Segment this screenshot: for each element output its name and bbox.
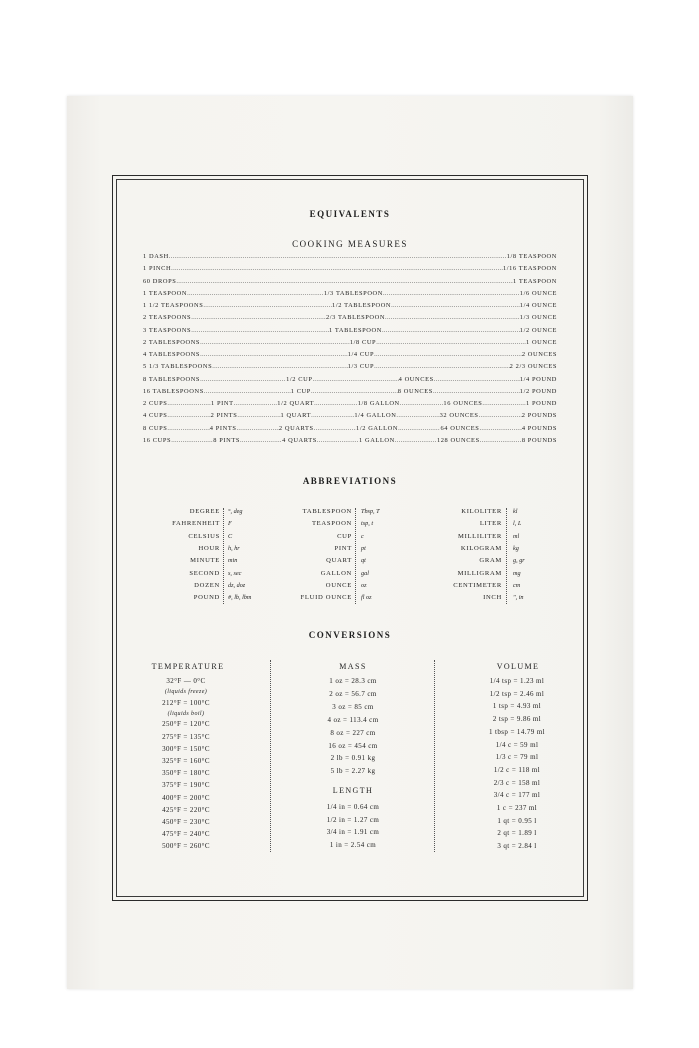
- leader-dots: [385, 314, 520, 321]
- conversion-line: 5 lb = 2.27 kg: [330, 767, 376, 776]
- measure-value: 2 TABLESPOONS: [143, 338, 201, 346]
- abbreviation-value: #, lb, lbm: [228, 594, 252, 602]
- abbreviation-term: POUND: [193, 594, 220, 602]
- leader-dots: [400, 400, 444, 407]
- conversion-line: 2 qt = 1.89 l: [497, 829, 537, 838]
- abbreviation-term: MINUTE: [190, 557, 220, 565]
- conversion-note: (liquids boil): [167, 710, 205, 717]
- conversion-line: 1/2 c = 118 ml: [493, 765, 541, 774]
- conversion-line: 2 oz = 56.7 cm: [329, 689, 377, 698]
- conversion-line: 450°F = 230°C: [162, 818, 210, 826]
- measure-value: 1/2 CUP: [286, 375, 313, 383]
- leader-dots: [311, 388, 398, 395]
- measure-value: 128 OUNCES: [436, 436, 480, 444]
- measure-value: 1/4 GALLON: [354, 412, 397, 420]
- measure-value: 4 QUARTS: [282, 436, 317, 444]
- leader-dots: [391, 302, 520, 309]
- abbreviation-value: c: [361, 532, 364, 540]
- leader-dots: [200, 339, 350, 346]
- abbreviation-value: fl oz: [361, 594, 372, 602]
- measure-row: [143, 363, 557, 376]
- conversion-line: 1/4 tsp = 1.23 ml: [489, 677, 545, 685]
- conversion-line: 275°F = 135°C: [162, 732, 210, 741]
- conversion-line: 2 tsp = 9.86 ml: [492, 715, 542, 724]
- abbreviation-value: pt: [361, 544, 366, 552]
- measure-value: 1/6 OUNCE: [519, 289, 557, 297]
- leader-dots: [396, 412, 439, 419]
- conversion-line: 250°F = 120°C: [162, 720, 210, 729]
- abbreviation-term: QUART: [326, 557, 352, 565]
- measure-value: 16 CUPS: [143, 436, 172, 444]
- conversions-title: CONVERSIONS: [308, 630, 392, 640]
- leader-dots: [237, 412, 280, 419]
- measure-value: 32 OUNCES: [439, 412, 479, 420]
- measure-value: 1 PINT: [211, 400, 234, 407]
- leader-dots: [200, 351, 348, 358]
- measure-value: 1/2 QUART: [277, 400, 315, 407]
- measure-row: [143, 437, 557, 450]
- leader-dots: [434, 376, 520, 383]
- measure-value: 16 OUNCES: [443, 400, 483, 407]
- leader-dots: [191, 327, 329, 334]
- conversion-line: 1 in = 2.54 cm: [329, 840, 377, 849]
- conversion-line: 212°F = 100°C: [162, 698, 210, 707]
- abbreviation-term: CUP: [337, 532, 352, 540]
- measure-row: [143, 388, 557, 401]
- conversion-line: 1 tbsp = 14.79 ml: [488, 727, 546, 736]
- measure-value: 64 OUNCES: [440, 424, 480, 432]
- measure-row: [143, 290, 557, 303]
- abbreviation-value: ", in: [513, 594, 524, 602]
- measure-value: 5 1/3 TABLESPOONS: [143, 363, 213, 371]
- leader-dots: [204, 388, 291, 395]
- conversion-note: (liquids freeze): [164, 689, 208, 696]
- leader-dots: [382, 327, 520, 334]
- abbreviation-term: CELSIUS: [188, 532, 220, 540]
- leader-dots: [479, 425, 521, 432]
- conversion-line: 1 oz = 28.3 cm: [329, 677, 377, 685]
- conversion-line: 1/2 in = 1.27 cm: [326, 815, 380, 824]
- measure-value: 4 CUPS: [143, 412, 168, 420]
- conversion-heading: LENGTH: [332, 786, 374, 795]
- abbreviation-value: Tbsp, T: [361, 508, 380, 515]
- measure-value: 8 CUPS: [143, 424, 168, 432]
- leader-dots: [212, 363, 348, 370]
- conversion-line: 375°F = 190°C: [162, 781, 210, 790]
- leader-dots: [311, 412, 354, 419]
- leader-dots: [234, 400, 278, 407]
- abbreviation-term: KILOLITER: [461, 508, 502, 515]
- measure-value: 1 TEASPOON: [512, 277, 557, 285]
- leader-dots: [203, 302, 332, 309]
- measure-value: 1 OUNCE: [525, 338, 557, 346]
- leader-dots: [191, 314, 326, 321]
- leader-dots: [176, 278, 513, 285]
- abbreviation-term: KILOGRAM: [460, 544, 502, 552]
- measure-row: [143, 278, 557, 291]
- measure-row: [143, 425, 557, 438]
- measure-value: 1/8 GALLON: [357, 400, 400, 407]
- conversion-line: 1/3 c = 79 ml: [495, 753, 539, 762]
- measure-value: 1/2 GALLON: [356, 424, 399, 432]
- measure-value: 3 TEASPOONS: [143, 326, 192, 334]
- measure-value: 2 TEASPOONS: [143, 314, 192, 322]
- measure-row: [143, 400, 557, 413]
- abbreviation-term: CENTIMETER: [453, 581, 502, 589]
- conversion-line: 2 lb = 0.91 kg: [330, 754, 376, 763]
- measure-value: 1 CUP: [290, 387, 311, 395]
- abbreviation-value: mg: [513, 569, 521, 577]
- abbreviation-value: qt: [361, 557, 366, 565]
- leader-dots: [480, 437, 522, 444]
- measure-value: 2 PINTS: [210, 412, 238, 420]
- measure-value: 1/4 POUND: [519, 375, 558, 383]
- conversion-line: 3 oz = 85 cm: [332, 702, 374, 711]
- abbreviation-term: GRAM: [479, 557, 502, 565]
- leader-dots: [171, 265, 503, 272]
- conversion-heading: MASS: [339, 662, 367, 671]
- measure-value: 1/2 POUND: [519, 387, 557, 395]
- abbreviation-value: s, sec: [228, 569, 242, 577]
- conversion-line: 1/2 tsp = 2.46 ml: [489, 689, 545, 698]
- measure-value: 1 TEASPOON: [143, 289, 188, 297]
- leader-dots: [395, 437, 437, 444]
- measure-value: 2 QUARTS: [278, 424, 314, 432]
- measure-value: 2 2/3 OUNCES: [509, 363, 557, 371]
- leader-dots: [187, 290, 324, 297]
- leader-dots: [167, 425, 209, 432]
- leader-dots: [398, 425, 440, 432]
- measure-value: 2 OUNCES: [521, 351, 557, 358]
- measure-value: 1 1/2 TEASPOONS: [143, 302, 204, 309]
- conversion-line: 3/4 in = 1.91 cm: [326, 828, 380, 837]
- leader-dots: [200, 376, 286, 383]
- measure-value: 60 DROPS: [143, 277, 177, 285]
- measure-row: [143, 412, 557, 425]
- measure-value: 1 TABLESPOON: [329, 326, 382, 334]
- leader-dots: [314, 400, 358, 407]
- column-divider: [434, 660, 435, 852]
- abbreviation-value: C: [228, 532, 233, 540]
- conversion-line: 1 qt = 0.95 l: [497, 816, 537, 825]
- leader-dots: [313, 376, 399, 383]
- dotted-divider: [355, 508, 356, 604]
- abbreviation-term: TEASPOON: [311, 520, 352, 528]
- abbreviation-value: kl: [513, 508, 518, 515]
- abbreviation-value: °, deg: [228, 508, 243, 515]
- cooking-measures-title: COOKING MEASURES: [292, 239, 408, 249]
- measure-value: 1/2 OUNCE: [519, 326, 557, 334]
- abbreviation-term: OUNCE: [325, 581, 352, 589]
- measure-value: 1/3 TABLESPOON: [323, 289, 383, 297]
- leader-dots: [169, 253, 507, 260]
- conversion-line: 32°F — 0°C: [166, 677, 206, 685]
- measure-value: 1/4 OUNCE: [519, 302, 557, 309]
- measure-row: [143, 376, 557, 389]
- abbreviation-value: ml: [513, 532, 520, 540]
- leader-dots: [237, 425, 279, 432]
- measure-row: [143, 302, 557, 315]
- measure-value: 8 OUNCES: [397, 387, 433, 395]
- abbreviation-value: g, gr: [513, 557, 525, 565]
- leader-dots: [482, 400, 526, 407]
- abbreviation-value: min: [228, 557, 238, 565]
- measure-value: 1 DASH: [143, 253, 169, 260]
- main-title: EQUIVALENTS: [309, 209, 391, 219]
- measure-value: 2/3 TABLESPOON: [325, 314, 386, 322]
- measure-value: 2 CUPS: [143, 400, 168, 407]
- measure-value: 1 GALLON: [359, 436, 395, 444]
- abbreviation-value: kg: [513, 544, 519, 552]
- abbreviation-term: DOZEN: [194, 581, 220, 589]
- measure-value: 4 TABLESPOONS: [143, 351, 201, 358]
- leader-dots: [167, 412, 210, 419]
- conversion-line: 4 oz = 113.4 cm: [327, 715, 379, 724]
- conversion-line: 1/4 in = 0.64 cm: [326, 803, 380, 811]
- abbreviation-term: INCH: [483, 594, 502, 602]
- conversion-line: 1 tsp = 4.93 ml: [492, 702, 542, 711]
- conversion-line: 3/4 c = 177 ml: [493, 791, 541, 800]
- leader-dots: [240, 437, 282, 444]
- measure-value: 4 OUNCES: [398, 375, 434, 383]
- leader-dots: [374, 363, 510, 370]
- column-divider: [270, 660, 271, 852]
- measure-value: 1/16 TEASPOON: [502, 265, 557, 273]
- conversion-line: 425°F = 220°C: [162, 805, 210, 814]
- leader-dots: [433, 388, 520, 395]
- measure-row: [143, 351, 557, 364]
- conversion-line: 2/3 c = 158 ml: [493, 778, 541, 787]
- abbreviation-value: oz: [361, 581, 367, 589]
- abbreviation-value: tsp, t: [361, 520, 374, 528]
- abbreviation-term: SECOND: [189, 569, 220, 577]
- leader-dots: [374, 351, 522, 358]
- measure-value: 1/8 TEASPOON: [506, 253, 557, 260]
- abbreviation-value: h, hr: [228, 544, 240, 552]
- conversion-line: 16 oz = 454 cm: [328, 741, 378, 750]
- measure-value: 16 TABLESPOONS: [143, 387, 204, 395]
- conversion-line: 300°F = 150°C: [162, 744, 210, 753]
- measure-value: 1 POUND: [526, 400, 558, 407]
- measure-value: 4 PINTS: [209, 424, 237, 432]
- abbreviation-value: l, L: [513, 520, 522, 528]
- abbreviation-term: TABLESPOON: [302, 508, 352, 515]
- conversion-line: 1 c = 237 ml: [496, 804, 538, 812]
- abbreviation-term: FLUID OUNCE: [300, 594, 352, 602]
- abbreviation-value: cm: [513, 581, 521, 589]
- leader-dots: [314, 425, 356, 432]
- abbreviation-value: F: [228, 520, 232, 528]
- conversion-line: 325°F = 160°C: [162, 757, 210, 765]
- conversion-line: 475°F = 240°C: [162, 830, 210, 839]
- measure-value: 1/3 OUNCE: [519, 314, 557, 322]
- leader-dots: [383, 290, 520, 297]
- conversion-line: 8 oz = 227 cm: [330, 728, 376, 737]
- dotted-divider: [506, 508, 507, 604]
- abbreviation-term: MILLIGRAM: [457, 569, 502, 577]
- conversion-line: 1/4 c = 59 ml: [495, 740, 539, 749]
- conversion-line: 3 qt = 2.84 l: [497, 842, 537, 851]
- leader-dots: [171, 437, 213, 444]
- abbreviation-term: MILLILITER: [458, 532, 502, 540]
- abbreviation-term: HOUR: [198, 544, 220, 552]
- measure-row: [143, 327, 557, 340]
- measure-row: [143, 253, 557, 266]
- abbreviation-term: LITER: [479, 520, 502, 528]
- abbreviations-title: ABBREVIATIONS: [302, 476, 398, 486]
- abbreviation-value: gal: [361, 569, 369, 577]
- measure-value: 1/8 CUP: [349, 338, 377, 346]
- abbreviation-value: dz, doz: [228, 581, 246, 589]
- leader-dots: [479, 412, 522, 419]
- abbreviation-term: PINT: [334, 544, 352, 552]
- measure-value: 1/2 TABLESPOON: [332, 302, 392, 309]
- measure-value: 1/4 CUP: [347, 351, 375, 358]
- measure-value: 8 PINTS: [213, 436, 241, 444]
- abbreviation-term: FAHRENHEIT: [172, 520, 220, 528]
- measure-value: 1 QUART: [280, 412, 312, 420]
- dotted-divider: [223, 508, 224, 604]
- measure-row: [143, 314, 557, 327]
- leader-dots: [317, 437, 359, 444]
- abbreviation-term: DEGREE: [189, 508, 220, 515]
- measure-value: 2 POUNDS: [521, 412, 557, 420]
- conversion-line: 350°F = 180°C: [162, 769, 210, 778]
- measure-value: 1/3 CUP: [347, 363, 375, 371]
- measure-row: [143, 265, 557, 278]
- leader-dots: [376, 339, 526, 346]
- measure-value: 8 POUNDS: [521, 436, 557, 444]
- measure-value: 4 POUNDS: [521, 424, 557, 432]
- conversion-heading: VOLUME: [496, 662, 540, 671]
- measure-value: 1 PINCH: [143, 265, 172, 273]
- measure-row: [143, 339, 557, 352]
- abbreviation-term: GALLON: [320, 569, 352, 577]
- leader-dots: [167, 400, 211, 407]
- conversion-line: 500°F = 260°C: [162, 842, 210, 851]
- conversion-heading: TEMPERATURE: [151, 662, 225, 671]
- measure-value: 8 TABLESPOONS: [143, 375, 201, 383]
- conversion-line: 400°F = 200°C: [162, 793, 210, 802]
